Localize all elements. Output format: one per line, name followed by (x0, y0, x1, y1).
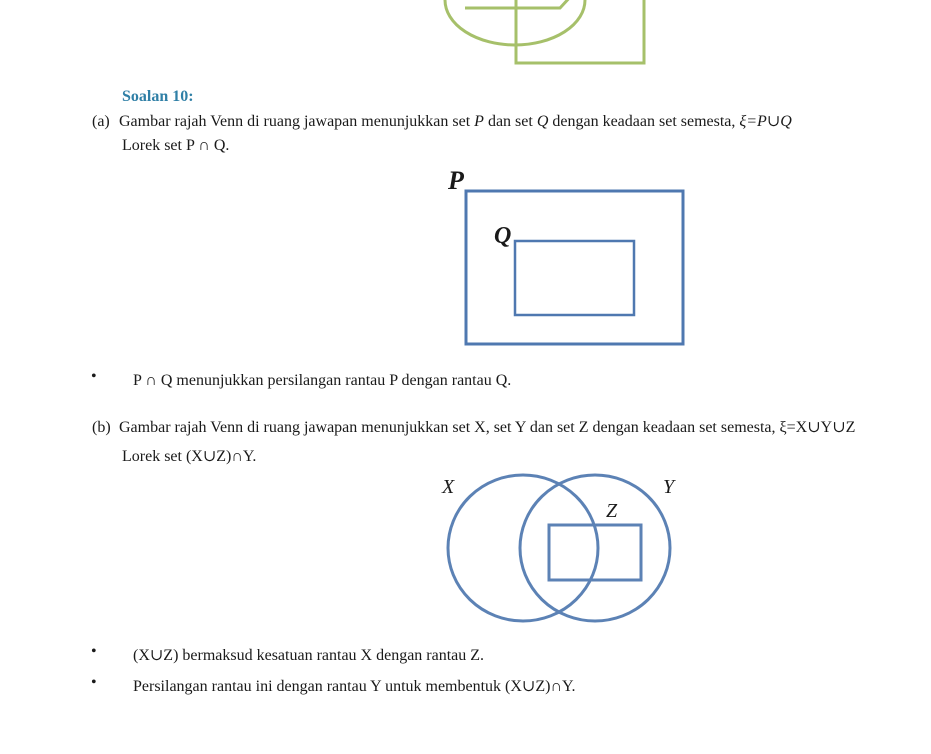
bullet-dot-b2: • (91, 674, 97, 691)
part-a-bullet: P ∩ Q menunjukkan persilangan rantau P dengan rantau Q. (133, 372, 512, 389)
part-a-text (119, 112, 792, 132)
part-a-p: P (474, 113, 484, 130)
part-b-instruction: Lorek set (X∪Z)∩Y. (122, 448, 257, 465)
top-green-diagram (0, 0, 931, 70)
label-q: Q (494, 223, 512, 249)
part-a-universal: ξ=P∪Q (739, 113, 792, 130)
part-b-text: Gambar rajah Venn di ruang jawapan menunjukkan set X, set Y dan set Z dengan keadaan set semesta, ξ=X∪Y∪Z (119, 419, 856, 436)
label-z: Z (606, 500, 618, 522)
bullet-dot-a: • (91, 368, 97, 385)
part-a-text-3: dengan keadaan set semesta, (548, 113, 740, 130)
bullet-dot-b1: • (91, 643, 97, 660)
part-a-q: Q (536, 113, 549, 130)
set-p-rectangle (466, 191, 683, 344)
part-a-marker: (a) (92, 113, 110, 130)
set-x-circle (448, 475, 598, 621)
set-q-rectangle (515, 241, 634, 315)
part-b-bullet-1: (X∪Z) bermaksud kesatuan rantau X dengan rantau Z. (133, 647, 485, 664)
green-triangle (453, 0, 572, 8)
part-a-instruction: Lorek set P ∩ Q. (122, 137, 230, 154)
question-heading: Soalan 10: (122, 88, 194, 105)
part-a-text-1: Gambar rajah Venn di ruang jawapan menunjukkan set (119, 113, 475, 130)
label-x: X (442, 476, 455, 498)
label-y: Y (663, 476, 675, 498)
part-a-text-2: dan set (483, 113, 537, 130)
part-b-bullet-2: Persilangan rantau ini dengan rantau Y untuk membentuk (X∪Z)∩Y. (133, 678, 576, 695)
part-b-marker: (b) (92, 419, 111, 436)
set-z-rectangle (549, 525, 641, 580)
set-y-circle (520, 475, 670, 621)
label-p: P (448, 166, 464, 195)
